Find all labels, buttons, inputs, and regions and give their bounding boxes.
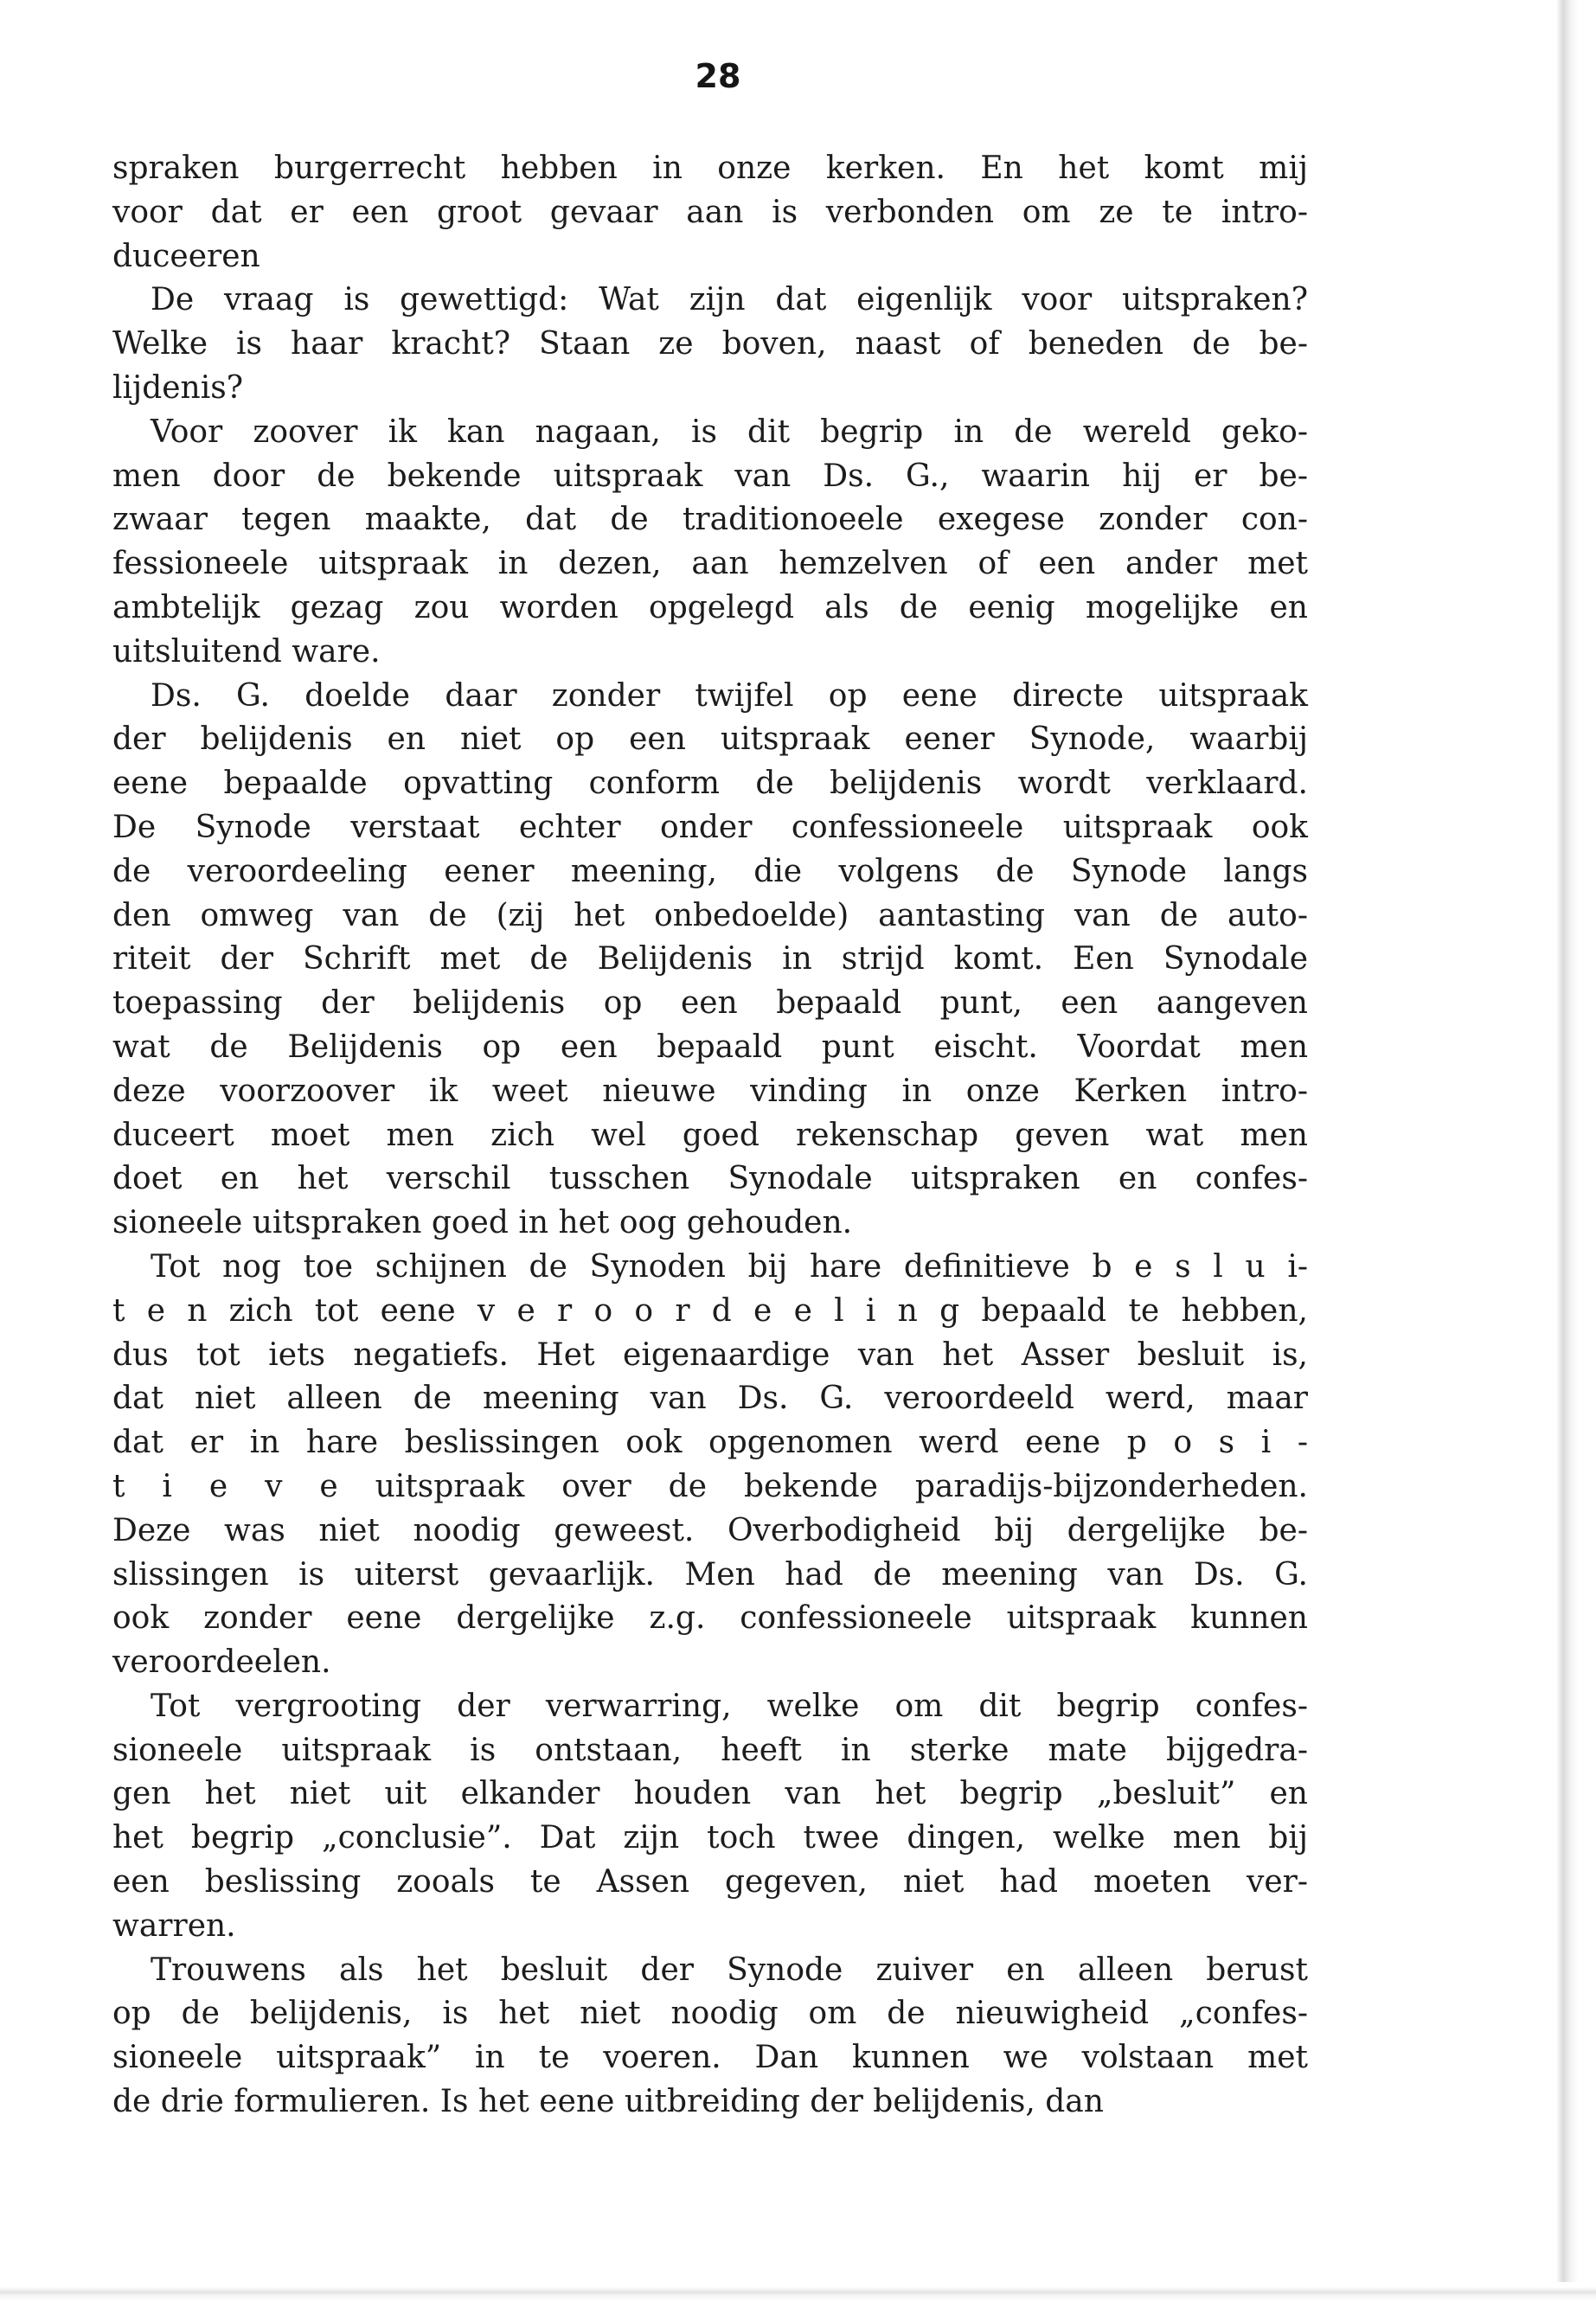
- text-line: wat de Belijdenis op een bepaald punt eischt. Voordat men: [112, 1029, 1308, 1065]
- text-line: uitsluitend ware.: [112, 633, 381, 670]
- text-line: gen het niet uit elkander houden van het begrip „besluit” en: [112, 1776, 1308, 1812]
- text-line: Deze was niet noodig geweest. Overbodigheid bij dergelijke be-: [112, 1512, 1308, 1548]
- text-line: deze voorzoover ik weet nieuwe vinding in onze Kerken intro-: [112, 1073, 1308, 1109]
- text-line: Welke is haar kracht? Staan ze boven, naast of beneden de be-: [112, 326, 1308, 362]
- text-line: slissingen is uiterst gevaarlijk. Men had de meening van Ds. G.: [112, 1556, 1308, 1593]
- text-line: riteit der Schrift met de Belijdenis in strijd komt. Een Synodale: [112, 941, 1308, 977]
- page-number: 28: [695, 57, 741, 95]
- text-line: der belijdenis en niet op een uitspraak eener Synode, waarbij: [112, 721, 1308, 758]
- text-line: dat niet alleen de meening van Ds. G. veroordeeld werd, maar: [112, 1381, 1308, 1417]
- text-line: sioneele uitspraak” in te voeren. Dan kunnen we volstaan met: [112, 2040, 1308, 2076]
- paragraph: [112, 411, 1308, 675]
- text-line: De Synode verstaat echter onder confessioneele uitspraak ook: [112, 809, 1308, 845]
- text-line: De vraag is gewettigd: Wat zijn dat eigenlijk voor uitspraken?: [151, 282, 1308, 318]
- text-line: lijdenis?: [112, 369, 244, 406]
- paragraph: [112, 675, 1308, 1246]
- text-line: warren.: [112, 1907, 236, 1944]
- text-line: voor dat er een groot gevaar aan is verbonden om ze te intro-: [112, 194, 1308, 230]
- text-line: dat er in hare beslissingen ook opgenomen werd eene p o s i -: [112, 1425, 1308, 1461]
- text-line: de drie formulieren. Is het eene uitbreiding der belijdenis, dan: [112, 2084, 1104, 2120]
- text-line: ambtelijk gezag zou worden opgelegd als de eenig mogelijke en: [112, 589, 1308, 625]
- text-line: t e n zich tot eene v e r o o r d e e l i n g bepaald te hebben,: [112, 1292, 1308, 1329]
- text-line: ook zonder eene dergelijke z.g. confessioneele uitspraak kunnen: [112, 1600, 1308, 1637]
- text-line: men door de bekende uitspraak van Ds. G., waarin hij er be-: [112, 458, 1308, 494]
- text-line: eene bepaalde opvatting conform de belijdenis wordt verklaard.: [112, 766, 1308, 802]
- text-line: het begrip „conclusie”. Dat zijn toch twee dingen, welke men bij: [112, 1820, 1308, 1856]
- text-line: toepassing der belijdenis op een bepaald punt, een aangeven: [112, 985, 1308, 1022]
- text-line: duceeren: [112, 238, 260, 274]
- paragraph: [112, 279, 1308, 410]
- text-line: Tot vergrooting der verwarring, welke om dit begrip confes-: [151, 1688, 1308, 1724]
- paragraph: [112, 147, 1308, 279]
- text-line: duceert moet men zich wel goed rekenschap geven wat men: [112, 1117, 1308, 1153]
- text-line: op de belijdenis, is het niet noodig om de nieuwigheid „confes-: [112, 1996, 1308, 2032]
- text-line: zwaar tegen maakte, dat de traditionoeele exegese zonder con-: [112, 502, 1308, 538]
- text-line: Ds. G. doelde daar zonder twijfel op eene directe uitspraak: [151, 677, 1308, 714]
- paragraph: [112, 1949, 1308, 2125]
- text-line: een beslissing zooals te Assen gegeven, niet had moeten ver-: [112, 1864, 1308, 1900]
- text-line: spraken burgerrecht hebben in onze kerken. En het komt mij: [112, 151, 1308, 186]
- text-line: Trouwens als het besluit der Synode zuiver en alleen berust: [151, 1952, 1308, 1988]
- paragraph: [112, 1685, 1308, 1949]
- body-text: [112, 147, 1308, 2125]
- text-line: sioneele uitspraken goed in het oog gehouden.: [112, 1205, 853, 1241]
- page-edge-shadow: [1541, 0, 1596, 2301]
- paragraph: [112, 1246, 1308, 1685]
- text-line: Tot nog toe schijnen de Synoden bij hare definitieve b e s l u i-: [151, 1248, 1308, 1285]
- text-line: t i e v e uitspraak over de bekende paradijs-bijzonderheden.: [112, 1468, 1308, 1504]
- page-bottom-edge: [0, 2282, 1596, 2301]
- text-line: dus tot iets negatiefs. Het eigenaardige van het Asser besluit is,: [112, 1336, 1308, 1373]
- text-line: den omweg van de (zij het onbedoelde) aantasting van de auto-: [112, 897, 1308, 933]
- text-line: de veroordeeling eener meening, die volgens de Synode langs: [112, 853, 1308, 889]
- text-line: doet en het verschil tusschen Synodale uitspraken en confes-: [112, 1161, 1308, 1197]
- text-line: veroordeelen.: [112, 1644, 331, 1681]
- text-line: fessioneele uitspraak in dezen, aan hemzelven of een ander met: [112, 546, 1308, 582]
- text-line: Voor zoover ik kan nagaan, is dit begrip in de wereld geko-: [151, 413, 1308, 450]
- text-line: sioneele uitspraak is ontstaan, heeft in sterke mate bijgedra-: [112, 1732, 1308, 1768]
